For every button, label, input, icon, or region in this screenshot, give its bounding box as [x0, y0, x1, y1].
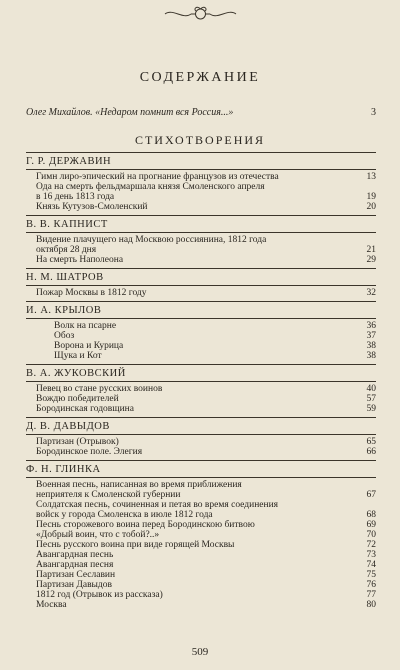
- toc-entry: [26, 331, 376, 341]
- toc-entry-page: 40: [366, 384, 376, 394]
- toc-entry-page: 69: [366, 520, 376, 530]
- toc-entry-page: 29: [366, 255, 376, 265]
- toc-entry-page: 59: [366, 404, 376, 414]
- toc-entry-title: Военная песнь, написанная во время приближения неприятеля к Смоленской губернии: [36, 480, 242, 500]
- toc-entry-page: 72: [366, 540, 376, 550]
- entry-list: [26, 319, 376, 364]
- toc-entry: [26, 447, 376, 457]
- toc-entry: [26, 550, 376, 560]
- intro-entry-page: 3: [371, 107, 376, 118]
- toc-entry-title: Партизан (Отрывок): [36, 437, 119, 447]
- toc-entry-page: 76: [366, 580, 376, 590]
- toc-entry: [26, 172, 376, 182]
- author-heading: Д. В. ДАВЫДОВ: [26, 421, 110, 432]
- toc-entry-page: 65: [366, 437, 376, 447]
- toc-entry: [26, 202, 376, 212]
- toc-entry: [26, 540, 376, 550]
- toc-entry-title: Песнь сторожевого воина перед Бородинскою битвою: [36, 520, 255, 530]
- toc-entry-page: 38: [366, 341, 376, 351]
- toc-entry: [26, 321, 376, 331]
- toc-entry-page: 36: [366, 321, 376, 331]
- toc-entry-title: Волк на псарне: [54, 321, 117, 331]
- toc-entry: [26, 404, 376, 414]
- author-heading: Н. М. ШАТРОВ: [26, 272, 104, 283]
- toc-entry-title: Авангардная песнь: [36, 550, 114, 560]
- toc-entry: [26, 437, 376, 447]
- author-heading: Г. Р. ДЕРЖАВИН: [26, 156, 112, 167]
- toc-entry-title: Обоз: [54, 331, 75, 341]
- toc-entry-title: Солдатская песнь, сочиненная и петая во время соединения войск у города Смоленска в июле 1812 года: [36, 500, 279, 520]
- toc-entry-title: Вождю победителей: [36, 394, 119, 404]
- toc-entry-page: 67: [366, 490, 376, 500]
- toc-entry-title: Видение плачущего над Москвою россиянина, 1812 года октября 28 дня: [36, 235, 267, 255]
- toc-entry: [26, 480, 376, 500]
- toc-entry: [26, 580, 376, 590]
- toc-entry-page: 19: [366, 192, 376, 202]
- toc-entry: [26, 530, 376, 540]
- toc-entry-page: 21: [366, 245, 376, 255]
- toc-entry: [26, 600, 376, 610]
- toc-entry-title: Бородинское поле. Элегия: [36, 447, 143, 457]
- entry-list: [26, 286, 376, 301]
- toc-entry-page: 37: [366, 331, 376, 341]
- author-heading: И. А. КРЫЛОВ: [26, 305, 102, 316]
- toc-entry-title: Щука и Кот: [54, 351, 102, 361]
- toc-entry: [26, 182, 376, 202]
- poems-subheading: СТИХОТВОРЕНИЯ: [134, 133, 266, 147]
- page-number: 509: [191, 646, 209, 658]
- ornament-icon: [163, 6, 238, 22]
- toc-entry-title: Партизан Сеславин: [36, 570, 116, 580]
- entry-list: [26, 478, 376, 613]
- toc-entry-page: 74: [366, 560, 376, 570]
- author-heading: В. А. ЖУКОВСКИЙ: [26, 368, 126, 379]
- toc-entry: [26, 351, 376, 361]
- toc-entry-title: Москва: [36, 600, 67, 610]
- intro-entry: [26, 107, 376, 118]
- toc-entry-title: Гимн лиро-эпический на прогнание французов из отечества: [36, 172, 279, 182]
- toc-entry-title: Партизан Давыдов: [36, 580, 112, 590]
- toc-entry: [26, 590, 376, 600]
- toc-entry-title: Авангардная песня: [36, 560, 114, 570]
- author-heading: Ф. Н. ГЛИНКА: [26, 464, 101, 475]
- toc-entry: [26, 500, 376, 520]
- author-heading: В. В. КАПНИСТ: [26, 219, 108, 230]
- toc-entry-page: 20: [366, 202, 376, 212]
- toc-entry: [26, 235, 376, 255]
- toc-entry-page: 38: [366, 351, 376, 361]
- toc-entry-page: 80: [366, 600, 376, 610]
- toc-entry: [26, 560, 376, 570]
- toc-entry: [26, 570, 376, 580]
- toc-entry-page: 13: [366, 172, 376, 182]
- toc-entry: [26, 384, 376, 394]
- entry-list: [26, 382, 376, 417]
- toc-entry-title: Песнь русского воина при виде горящей Москвы: [36, 540, 235, 550]
- toc-entry-title: Ода на смерть фельдмаршала князя Смоленского апреля в 16 день 1813 года: [36, 182, 265, 202]
- entry-list: [26, 435, 376, 460]
- toc-entry: [26, 520, 376, 530]
- toc-entry-page: 77: [366, 590, 376, 600]
- toc-entry-title: 1812 год (Отрывок из рассказа): [36, 590, 163, 600]
- entry-list: [26, 170, 376, 215]
- toc-entry-page: 66: [366, 447, 376, 457]
- toc-entry-title: Певец во стане русских воинов: [36, 384, 163, 394]
- table-of-contents: [26, 152, 376, 613]
- toc-entry: [26, 394, 376, 404]
- toc-entry-title: На смерть Наполеона: [36, 255, 124, 265]
- toc-entry: [26, 255, 376, 265]
- toc-entry-title: Пожар Москвы в 1812 году: [36, 288, 147, 298]
- toc-entry: [26, 288, 376, 298]
- toc-entry-title: Ворона и Курица: [54, 341, 124, 351]
- toc-entry: [26, 341, 376, 351]
- toc-entry-title: «Добрый воин, что с тобой?..»: [36, 530, 160, 540]
- toc-entry-page: 75: [366, 570, 376, 580]
- intro-entry-title: Олег Михайлов. «Недаром помнит вся Россия...»: [26, 107, 234, 118]
- contents-heading: СОДЕРЖАНИЕ: [139, 70, 261, 85]
- entry-list: [26, 233, 376, 268]
- toc-entry-title: Бородинская годовщина: [36, 404, 134, 414]
- toc-entry-page: 70: [366, 530, 376, 540]
- toc-entry-page: 68: [366, 510, 376, 520]
- toc-entry-page: 32: [366, 288, 376, 298]
- toc-entry-page: 57: [366, 394, 376, 404]
- toc-entry-page: 73: [366, 550, 376, 560]
- toc-entry-title: Князь Кутузов-Смоленский: [36, 202, 148, 212]
